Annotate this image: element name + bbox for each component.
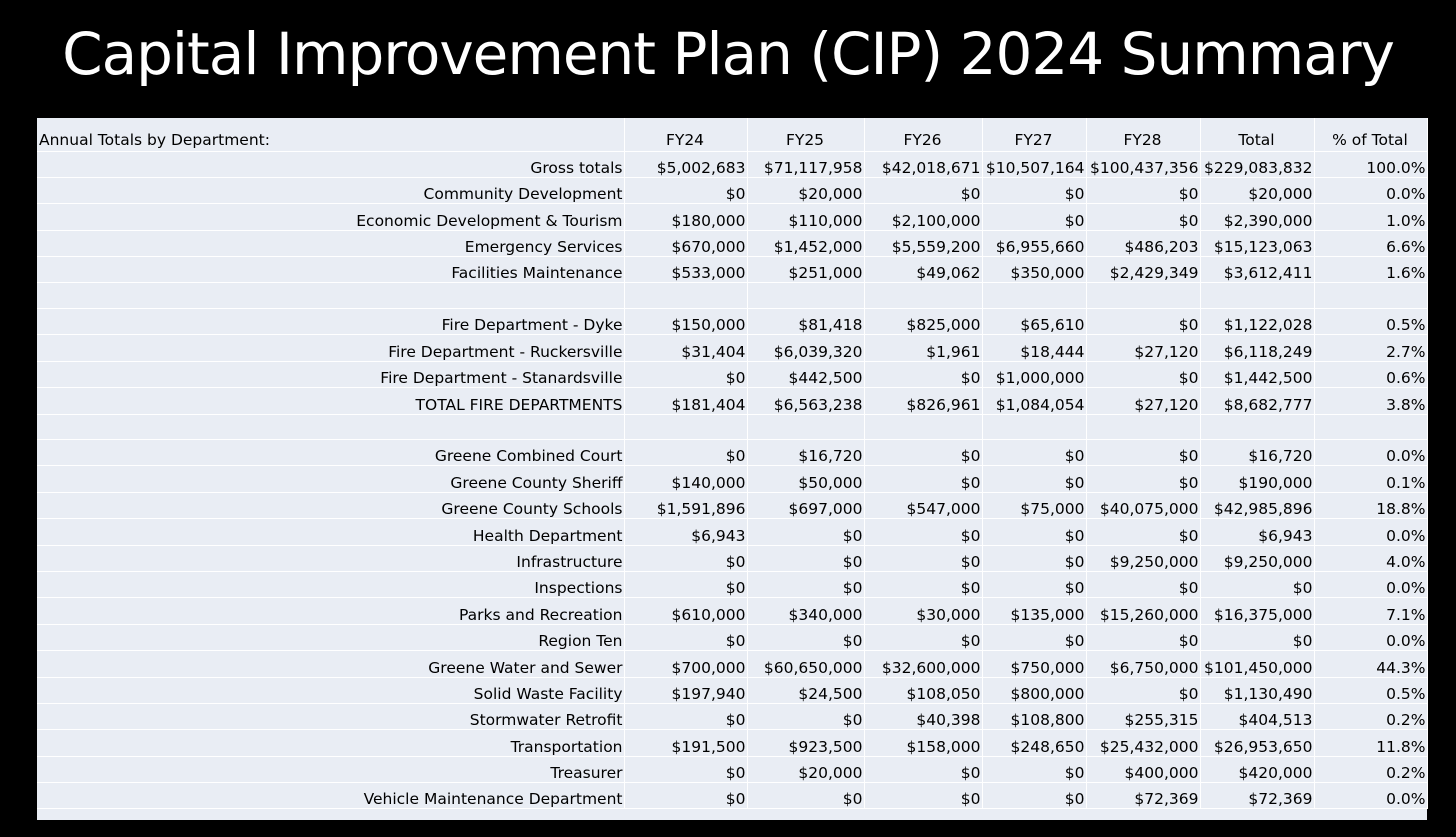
column-header-fy27: FY27 [982,118,1086,151]
table-spacer-row [37,283,1427,309]
fy27-cell: $0 [982,519,1086,545]
table-row [37,756,1427,782]
department-cell: Region Ten [37,624,624,650]
fy26-cell: $547,000 [864,492,982,518]
table-row [37,308,1427,334]
department-cell: Fire Department - Dyke [37,308,624,334]
table-row [37,335,1427,361]
fy27-cell: $0 [982,783,1086,809]
fy24-cell: $0 [624,545,747,571]
fy26-cell: $0 [864,756,982,782]
fy27-cell: $135,000 [982,598,1086,624]
table-row [37,466,1427,492]
table-row [37,598,1427,624]
fy24-cell: $140,000 [624,466,747,492]
percent-of-total-cell: 0.0% [1314,571,1427,597]
fy27-cell: $800,000 [982,677,1086,703]
fy25-cell: $81,418 [747,308,864,334]
percent-of-total-cell: 0.0% [1314,624,1427,650]
fy26-cell: $40,398 [864,703,982,729]
fy27-cell [982,283,1086,309]
fy26-cell: $42,018,671 [864,151,982,177]
fy24-cell [624,414,747,440]
total-cell: $1,122,028 [1200,308,1314,334]
table-row [37,257,1427,283]
fy26-cell: $0 [864,177,982,203]
fy24-cell: $0 [624,361,747,387]
total-cell: $16,720 [1200,440,1314,466]
fy26-cell: $0 [864,783,982,809]
fy24-cell: $0 [624,783,747,809]
fy26-cell: $30,000 [864,598,982,624]
fy26-cell [864,283,982,309]
fy25-cell: $24,500 [747,677,864,703]
fy24-cell: $191,500 [624,730,747,756]
fy24-cell: $610,000 [624,598,747,624]
percent-of-total-cell: 0.5% [1314,677,1427,703]
fy27-cell: $0 [982,756,1086,782]
department-cell: Greene County Sheriff [37,466,624,492]
department-cell: Inspections [37,571,624,597]
total-cell: $42,985,896 [1200,492,1314,518]
fy27-cell: $1,084,054 [982,388,1086,414]
fy24-cell: $0 [624,571,747,597]
total-cell: $3,612,411 [1200,257,1314,283]
fy26-cell: $0 [864,545,982,571]
department-cell: Solid Waste Facility [37,677,624,703]
fy26-cell: $108,050 [864,677,982,703]
total-cell: $6,118,249 [1200,335,1314,361]
total-cell: $72,369 [1200,783,1314,809]
total-cell: $0 [1200,571,1314,597]
total-cell: $8,682,777 [1200,388,1314,414]
fy28-cell: $0 [1086,519,1200,545]
table-row [37,571,1427,597]
percent-of-total-cell: 1.0% [1314,204,1427,230]
department-cell: Greene County Schools [37,492,624,518]
total-cell: $16,375,000 [1200,598,1314,624]
percent-of-total-cell [1314,414,1427,440]
fy27-cell: $750,000 [982,651,1086,677]
fy28-cell: $27,120 [1086,388,1200,414]
fy24-cell: $6,943 [624,519,747,545]
column-header-fy25: FY25 [747,118,864,151]
table-header-row [37,118,1427,151]
department-cell: Economic Development & Tourism [37,204,624,230]
percent-of-total-cell: 0.0% [1314,519,1427,545]
total-cell: $420,000 [1200,756,1314,782]
fy25-cell: $251,000 [747,257,864,283]
fy26-cell: $2,100,000 [864,204,982,230]
fy24-cell: $5,002,683 [624,151,747,177]
fy24-cell: $150,000 [624,308,747,334]
table-row [37,703,1427,729]
fy24-cell: $31,404 [624,335,747,361]
department-cell: Transportation [37,730,624,756]
fy27-cell: $0 [982,466,1086,492]
fy27-cell: $6,955,660 [982,230,1086,256]
fy28-cell: $40,075,000 [1086,492,1200,518]
percent-of-total-cell: 0.0% [1314,177,1427,203]
table-row [37,151,1427,177]
column-header-fy24: FY24 [624,118,747,151]
fy28-cell: $0 [1086,677,1200,703]
fy28-cell: $0 [1086,624,1200,650]
fy24-cell: $700,000 [624,651,747,677]
department-cell: Parks and Recreation [37,598,624,624]
fy26-cell: $0 [864,519,982,545]
percent-of-total-cell: 4.0% [1314,545,1427,571]
department-cell: Community Development [37,177,624,203]
table-row [37,519,1427,545]
fy26-cell: $1,961 [864,335,982,361]
percent-of-total-cell: 100.0% [1314,151,1427,177]
fy28-cell: $0 [1086,466,1200,492]
fy25-cell: $110,000 [747,204,864,230]
department-cell: Treasurer [37,756,624,782]
percent-of-total-cell: 18.8% [1314,492,1427,518]
fy27-cell: $248,650 [982,730,1086,756]
page-title: Capital Improvement Plan (CIP) 2024 Summary [62,20,1394,88]
fy28-cell: $255,315 [1086,703,1200,729]
fy25-cell: $0 [747,783,864,809]
department-cell: Fire Department - Ruckersville [37,335,624,361]
fy28-cell: $15,260,000 [1086,598,1200,624]
fy25-cell: $20,000 [747,177,864,203]
fy24-cell: $533,000 [624,257,747,283]
fy27-cell: $10,507,164 [982,151,1086,177]
fy27-cell: $18,444 [982,335,1086,361]
fy24-cell [624,283,747,309]
total-cell: $20,000 [1200,177,1314,203]
total-cell: $1,442,500 [1200,361,1314,387]
fy24-cell: $0 [624,624,747,650]
fy27-cell: $0 [982,204,1086,230]
fy27-cell: $350,000 [982,257,1086,283]
fy27-cell: $108,800 [982,703,1086,729]
fy25-cell: $20,000 [747,756,864,782]
total-cell: $2,390,000 [1200,204,1314,230]
percent-of-total-cell: 0.2% [1314,756,1427,782]
department-cell: Vehicle Maintenance Department [37,783,624,809]
table-row [37,204,1427,230]
fy25-cell: $16,720 [747,440,864,466]
fy28-cell: $0 [1086,361,1200,387]
fy26-cell: $32,600,000 [864,651,982,677]
department-cell: Health Department [37,519,624,545]
table-body [37,151,1427,809]
fy26-cell: $0 [864,466,982,492]
percent-of-total-cell: 0.0% [1314,440,1427,466]
department-cell: Gross totals [37,151,624,177]
fy25-cell: $50,000 [747,466,864,492]
percent-of-total-cell: 1.6% [1314,257,1427,283]
table-row [37,492,1427,518]
fy26-cell: $825,000 [864,308,982,334]
fy27-cell: $0 [982,571,1086,597]
fy24-cell: $670,000 [624,230,747,256]
department-cell [37,283,624,309]
table-row [37,440,1427,466]
fy25-cell: $1,452,000 [747,230,864,256]
total-cell: $0 [1200,624,1314,650]
fy25-cell: $0 [747,545,864,571]
fy25-cell: $923,500 [747,730,864,756]
fy24-cell: $0 [624,756,747,782]
department-cell: Infrastructure [37,545,624,571]
fy27-cell: $0 [982,624,1086,650]
percent-of-total-cell: 0.2% [1314,703,1427,729]
department-cell: Stormwater Retrofit [37,703,624,729]
fy24-cell: $1,591,896 [624,492,747,518]
fy27-cell: $75,000 [982,492,1086,518]
fy26-cell: $0 [864,440,982,466]
fy24-cell: $197,940 [624,677,747,703]
percent-of-total-cell: 0.0% [1314,783,1427,809]
total-cell: $26,953,650 [1200,730,1314,756]
department-cell: Greene Water and Sewer [37,651,624,677]
fy28-cell [1086,283,1200,309]
fy26-cell: $5,559,200 [864,230,982,256]
fy26-cell: $49,062 [864,257,982,283]
total-cell: $404,513 [1200,703,1314,729]
fy25-cell: $340,000 [747,598,864,624]
fy28-cell: $400,000 [1086,756,1200,782]
table-row [37,361,1427,387]
fy24-cell: $0 [624,703,747,729]
fy28-cell: $0 [1086,440,1200,466]
fy25-cell: $6,039,320 [747,335,864,361]
percent-of-total-cell [1314,283,1427,309]
percent-of-total-cell: 7.1% [1314,598,1427,624]
fy27-cell: $1,000,000 [982,361,1086,387]
fy25-cell [747,414,864,440]
column-header-percent-of-total: % of Total [1314,118,1427,151]
table-row [37,783,1427,809]
percent-of-total-cell: 44.3% [1314,651,1427,677]
fy26-cell: $826,961 [864,388,982,414]
fy28-cell: $486,203 [1086,230,1200,256]
table-row [37,730,1427,756]
fy28-cell: $0 [1086,204,1200,230]
fy25-cell: $0 [747,703,864,729]
fy27-cell [982,414,1086,440]
total-cell: $190,000 [1200,466,1314,492]
department-cell: Greene Combined Court [37,440,624,466]
fy28-cell: $0 [1086,571,1200,597]
fy28-cell: $9,250,000 [1086,545,1200,571]
fy28-cell: $2,429,349 [1086,257,1200,283]
total-cell [1200,283,1314,309]
fy25-cell: $6,563,238 [747,388,864,414]
fy28-cell: $0 [1086,308,1200,334]
fy28-cell: $27,120 [1086,335,1200,361]
table-spacer-row [37,414,1427,440]
fy26-cell: $158,000 [864,730,982,756]
table-row [37,651,1427,677]
label-header: Annual Totals by Department: [37,118,624,151]
table-row [37,677,1427,703]
department-cell: Facilities Maintenance [37,257,624,283]
fy24-cell: $180,000 [624,204,747,230]
percent-of-total-cell: 11.8% [1314,730,1427,756]
fy28-cell [1086,414,1200,440]
fy24-cell: $0 [624,440,747,466]
table-row [37,177,1427,203]
total-cell: $6,943 [1200,519,1314,545]
fy24-cell: $0 [624,177,747,203]
fy26-cell: $0 [864,624,982,650]
percent-of-total-cell: 2.7% [1314,335,1427,361]
percent-of-total-cell: 0.5% [1314,308,1427,334]
fy26-cell: $0 [864,361,982,387]
fy24-cell: $181,404 [624,388,747,414]
percent-of-total-cell: 0.6% [1314,361,1427,387]
fy27-cell: $0 [982,177,1086,203]
department-cell [37,414,624,440]
table-row [37,388,1427,414]
fy25-cell: $697,000 [747,492,864,518]
fy25-cell: $0 [747,624,864,650]
fy25-cell: $442,500 [747,361,864,387]
total-cell: $9,250,000 [1200,545,1314,571]
column-header-total: Total [1200,118,1314,151]
fy25-cell: $0 [747,571,864,597]
fy28-cell: $6,750,000 [1086,651,1200,677]
table-row [37,624,1427,650]
percent-of-total-cell: 3.8% [1314,388,1427,414]
fy25-cell: $71,117,958 [747,151,864,177]
fy28-cell: $25,432,000 [1086,730,1200,756]
fy26-cell: $0 [864,571,982,597]
table-row [37,545,1427,571]
fy25-cell [747,283,864,309]
fy27-cell: $0 [982,440,1086,466]
total-cell: $229,083,832 [1200,151,1314,177]
percent-of-total-cell: 6.6% [1314,230,1427,256]
department-cell: Fire Department - Stanardsville [37,361,624,387]
table-row [37,230,1427,256]
total-cell: $1,130,490 [1200,677,1314,703]
column-header-fy28: FY28 [1086,118,1200,151]
total-cell [1200,414,1314,440]
cip-summary-sheet [37,118,1427,820]
department-cell: TOTAL FIRE DEPARTMENTS [37,388,624,414]
department-cell: Emergency Services [37,230,624,256]
percent-of-total-cell: 0.1% [1314,466,1427,492]
fy27-cell: $0 [982,545,1086,571]
cip-summary-table [37,118,1428,809]
total-cell: $15,123,063 [1200,230,1314,256]
fy28-cell: $100,437,356 [1086,151,1200,177]
column-header-fy26: FY26 [864,118,982,151]
fy28-cell: $0 [1086,177,1200,203]
fy25-cell: $0 [747,519,864,545]
fy25-cell: $60,650,000 [747,651,864,677]
fy26-cell [864,414,982,440]
fy28-cell: $72,369 [1086,783,1200,809]
fy27-cell: $65,610 [982,308,1086,334]
total-cell: $101,450,000 [1200,651,1314,677]
